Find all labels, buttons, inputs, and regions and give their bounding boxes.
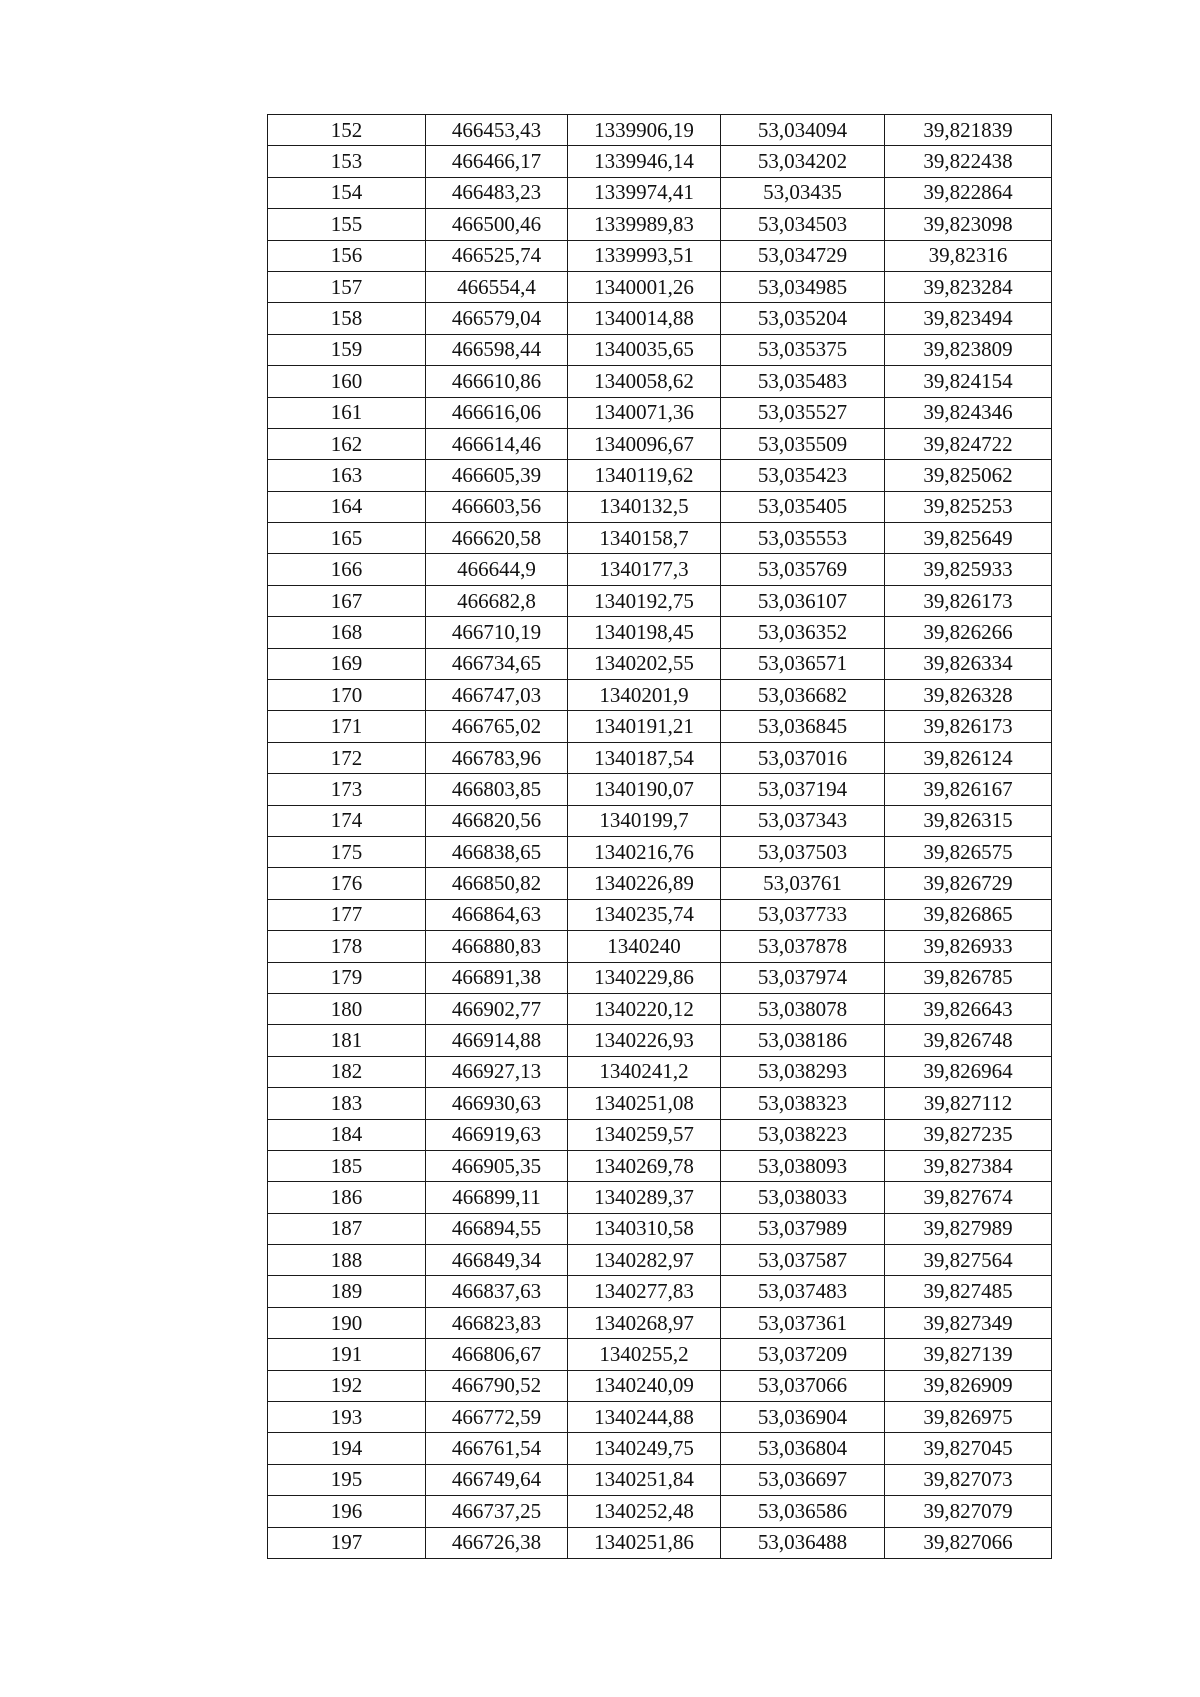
longitude-cell: 39,827073	[885, 1464, 1052, 1495]
point-number-cell: 175	[268, 836, 426, 867]
y-coordinate-cell: 1340191,21	[568, 711, 721, 742]
y-coordinate-cell: 1340229,86	[568, 962, 721, 993]
latitude-cell: 53,038093	[721, 1150, 885, 1181]
longitude-cell: 39,82316	[885, 240, 1052, 271]
longitude-cell: 39,827112	[885, 1088, 1052, 1119]
latitude-cell: 53,035483	[721, 366, 885, 397]
latitude-cell: 53,037016	[721, 742, 885, 773]
latitude-cell: 53,03435	[721, 177, 885, 208]
longitude-cell: 39,823284	[885, 271, 1052, 302]
latitude-cell: 53,038293	[721, 1056, 885, 1087]
x-coordinate-cell: 466603,56	[426, 491, 568, 522]
coordinates-table	[267, 114, 1052, 1559]
table-row	[268, 1433, 1052, 1464]
y-coordinate-cell: 1340289,37	[568, 1182, 721, 1213]
table-row	[268, 115, 1052, 146]
point-number-cell: 162	[268, 428, 426, 459]
latitude-cell: 53,038223	[721, 1119, 885, 1150]
x-coordinate-cell: 466930,63	[426, 1088, 568, 1119]
longitude-cell: 39,827989	[885, 1213, 1052, 1244]
table-row	[268, 303, 1052, 334]
point-number-cell: 171	[268, 711, 426, 742]
latitude-cell: 53,037733	[721, 899, 885, 930]
point-number-cell: 167	[268, 585, 426, 616]
x-coordinate-cell: 466880,83	[426, 931, 568, 962]
longitude-cell: 39,826975	[885, 1402, 1052, 1433]
x-coordinate-cell: 466610,86	[426, 366, 568, 397]
latitude-cell: 53,036586	[721, 1496, 885, 1527]
point-number-cell: 155	[268, 209, 426, 240]
longitude-cell: 39,827349	[885, 1307, 1052, 1338]
y-coordinate-cell: 1339946,14	[568, 146, 721, 177]
y-coordinate-cell: 1340201,9	[568, 680, 721, 711]
latitude-cell: 53,038186	[721, 1025, 885, 1056]
point-number-cell: 196	[268, 1496, 426, 1527]
latitude-cell: 53,037587	[721, 1245, 885, 1276]
table-row	[268, 868, 1052, 899]
x-coordinate-cell: 466737,25	[426, 1496, 568, 1527]
table-row	[268, 931, 1052, 962]
longitude-cell: 39,823098	[885, 209, 1052, 240]
y-coordinate-cell: 1340071,36	[568, 397, 721, 428]
point-number-cell: 154	[268, 177, 426, 208]
latitude-cell: 53,035769	[721, 554, 885, 585]
longitude-cell: 39,826334	[885, 648, 1052, 679]
y-coordinate-cell: 1340001,26	[568, 271, 721, 302]
x-coordinate-cell: 466905,35	[426, 1150, 568, 1181]
y-coordinate-cell: 1340158,7	[568, 523, 721, 554]
y-coordinate-cell: 1340220,12	[568, 993, 721, 1024]
x-coordinate-cell: 466849,34	[426, 1245, 568, 1276]
y-coordinate-cell: 1340240,09	[568, 1370, 721, 1401]
point-number-cell: 197	[268, 1527, 426, 1558]
y-coordinate-cell: 1340310,58	[568, 1213, 721, 1244]
table-row	[268, 993, 1052, 1024]
point-number-cell: 185	[268, 1150, 426, 1181]
longitude-cell: 39,824722	[885, 428, 1052, 459]
longitude-cell: 39,826933	[885, 931, 1052, 962]
y-coordinate-cell: 1340058,62	[568, 366, 721, 397]
x-coordinate-cell: 466864,63	[426, 899, 568, 930]
longitude-cell: 39,827079	[885, 1496, 1052, 1527]
point-number-cell: 182	[268, 1056, 426, 1087]
longitude-cell: 39,826748	[885, 1025, 1052, 1056]
x-coordinate-cell: 466894,55	[426, 1213, 568, 1244]
longitude-cell: 39,826865	[885, 899, 1052, 930]
point-number-cell: 168	[268, 617, 426, 648]
table-row	[268, 428, 1052, 459]
point-number-cell: 165	[268, 523, 426, 554]
table-row	[268, 1088, 1052, 1119]
point-number-cell: 159	[268, 334, 426, 365]
table-row	[268, 617, 1052, 648]
x-coordinate-cell: 466838,65	[426, 836, 568, 867]
point-number-cell: 152	[268, 115, 426, 146]
latitude-cell: 53,037878	[721, 931, 885, 962]
table-row	[268, 836, 1052, 867]
point-number-cell: 183	[268, 1088, 426, 1119]
table-row	[268, 1402, 1052, 1433]
point-number-cell: 184	[268, 1119, 426, 1150]
latitude-cell: 53,037066	[721, 1370, 885, 1401]
y-coordinate-cell: 1340187,54	[568, 742, 721, 773]
latitude-cell: 53,034094	[721, 115, 885, 146]
x-coordinate-cell: 466734,65	[426, 648, 568, 679]
point-number-cell: 164	[268, 491, 426, 522]
y-coordinate-cell: 1340249,75	[568, 1433, 721, 1464]
point-number-cell: 191	[268, 1339, 426, 1370]
y-coordinate-cell: 1340190,07	[568, 774, 721, 805]
x-coordinate-cell: 466790,52	[426, 1370, 568, 1401]
longitude-cell: 39,827066	[885, 1527, 1052, 1558]
x-coordinate-cell: 466616,06	[426, 397, 568, 428]
point-number-cell: 158	[268, 303, 426, 334]
x-coordinate-cell: 466605,39	[426, 460, 568, 491]
x-coordinate-cell: 466525,74	[426, 240, 568, 271]
latitude-cell: 53,036352	[721, 617, 885, 648]
table-row	[268, 1056, 1052, 1087]
latitude-cell: 53,037209	[721, 1339, 885, 1370]
x-coordinate-cell: 466644,9	[426, 554, 568, 585]
latitude-cell: 53,037483	[721, 1276, 885, 1307]
y-coordinate-cell: 1340119,62	[568, 460, 721, 491]
point-number-cell: 193	[268, 1402, 426, 1433]
table-row	[268, 899, 1052, 930]
longitude-cell: 39,827485	[885, 1276, 1052, 1307]
y-coordinate-cell: 1340132,5	[568, 491, 721, 522]
point-number-cell: 181	[268, 1025, 426, 1056]
latitude-cell: 53,035553	[721, 523, 885, 554]
table-row	[268, 491, 1052, 522]
point-number-cell: 173	[268, 774, 426, 805]
x-coordinate-cell: 466806,67	[426, 1339, 568, 1370]
x-coordinate-cell: 466823,83	[426, 1307, 568, 1338]
latitude-cell: 53,036904	[721, 1402, 885, 1433]
x-coordinate-cell: 466902,77	[426, 993, 568, 1024]
x-coordinate-cell: 466620,58	[426, 523, 568, 554]
longitude-cell: 39,827674	[885, 1182, 1052, 1213]
y-coordinate-cell: 1340216,76	[568, 836, 721, 867]
latitude-cell: 53,034985	[721, 271, 885, 302]
point-number-cell: 166	[268, 554, 426, 585]
longitude-cell: 39,826173	[885, 711, 1052, 742]
point-number-cell: 194	[268, 1433, 426, 1464]
y-coordinate-cell: 1340198,45	[568, 617, 721, 648]
latitude-cell: 53,038323	[721, 1088, 885, 1119]
longitude-cell: 39,826575	[885, 836, 1052, 867]
point-number-cell: 170	[268, 680, 426, 711]
point-number-cell: 192	[268, 1370, 426, 1401]
longitude-cell: 39,821839	[885, 115, 1052, 146]
latitude-cell: 53,037361	[721, 1307, 885, 1338]
table-row	[268, 1150, 1052, 1181]
y-coordinate-cell: 1339989,83	[568, 209, 721, 240]
table-row	[268, 554, 1052, 585]
y-coordinate-cell: 1340199,7	[568, 805, 721, 836]
x-coordinate-cell: 466919,63	[426, 1119, 568, 1150]
longitude-cell: 39,827139	[885, 1339, 1052, 1370]
table-row	[268, 177, 1052, 208]
latitude-cell: 53,036845	[721, 711, 885, 742]
longitude-cell: 39,823494	[885, 303, 1052, 334]
y-coordinate-cell: 1339993,51	[568, 240, 721, 271]
latitude-cell: 53,03761	[721, 868, 885, 899]
table-row	[268, 271, 1052, 302]
y-coordinate-cell: 1340235,74	[568, 899, 721, 930]
x-coordinate-cell: 466749,64	[426, 1464, 568, 1495]
latitude-cell: 53,036804	[721, 1433, 885, 1464]
longitude-cell: 39,826266	[885, 617, 1052, 648]
longitude-cell: 39,826729	[885, 868, 1052, 899]
table-row	[268, 1276, 1052, 1307]
longitude-cell: 39,822864	[885, 177, 1052, 208]
latitude-cell: 53,036107	[721, 585, 885, 616]
y-coordinate-cell: 1340255,2	[568, 1339, 721, 1370]
x-coordinate-cell: 466579,04	[426, 303, 568, 334]
table-row	[268, 1307, 1052, 1338]
point-number-cell: 179	[268, 962, 426, 993]
point-number-cell: 160	[268, 366, 426, 397]
latitude-cell: 53,036571	[721, 648, 885, 679]
y-coordinate-cell: 1340035,65	[568, 334, 721, 365]
latitude-cell: 53,034729	[721, 240, 885, 271]
y-coordinate-cell: 1340240	[568, 931, 721, 962]
table-row	[268, 366, 1052, 397]
latitude-cell: 53,036697	[721, 1464, 885, 1495]
table-row	[268, 460, 1052, 491]
coordinates-table-body	[268, 115, 1052, 1559]
table-row	[268, 1025, 1052, 1056]
latitude-cell: 53,035527	[721, 397, 885, 428]
point-number-cell: 157	[268, 271, 426, 302]
y-coordinate-cell: 1340251,84	[568, 1464, 721, 1495]
longitude-cell: 39,826315	[885, 805, 1052, 836]
table-row	[268, 742, 1052, 773]
table-row	[268, 962, 1052, 993]
longitude-cell: 39,827384	[885, 1150, 1052, 1181]
latitude-cell: 53,034503	[721, 209, 885, 240]
latitude-cell: 53,035405	[721, 491, 885, 522]
table-row	[268, 1339, 1052, 1370]
point-number-cell: 178	[268, 931, 426, 962]
point-number-cell: 153	[268, 146, 426, 177]
x-coordinate-cell: 466899,11	[426, 1182, 568, 1213]
x-coordinate-cell: 466837,63	[426, 1276, 568, 1307]
longitude-cell: 39,826328	[885, 680, 1052, 711]
x-coordinate-cell: 466483,23	[426, 177, 568, 208]
x-coordinate-cell: 466500,46	[426, 209, 568, 240]
table-row	[268, 146, 1052, 177]
point-number-cell: 195	[268, 1464, 426, 1495]
x-coordinate-cell: 466710,19	[426, 617, 568, 648]
latitude-cell: 53,035375	[721, 334, 885, 365]
longitude-cell: 39,822438	[885, 146, 1052, 177]
point-number-cell: 176	[268, 868, 426, 899]
x-coordinate-cell: 466820,56	[426, 805, 568, 836]
table-row	[268, 1119, 1052, 1150]
table-row	[268, 774, 1052, 805]
x-coordinate-cell: 466783,96	[426, 742, 568, 773]
point-number-cell: 186	[268, 1182, 426, 1213]
table-row	[268, 1213, 1052, 1244]
table-row	[268, 1464, 1052, 1495]
table-row	[268, 209, 1052, 240]
table-row	[268, 648, 1052, 679]
x-coordinate-cell: 466554,4	[426, 271, 568, 302]
latitude-cell: 53,035509	[721, 428, 885, 459]
y-coordinate-cell: 1340014,88	[568, 303, 721, 334]
table-row	[268, 1245, 1052, 1276]
point-number-cell: 187	[268, 1213, 426, 1244]
point-number-cell: 169	[268, 648, 426, 679]
point-number-cell: 172	[268, 742, 426, 773]
latitude-cell: 53,038033	[721, 1182, 885, 1213]
longitude-cell: 39,823809	[885, 334, 1052, 365]
longitude-cell: 39,826124	[885, 742, 1052, 773]
x-coordinate-cell: 466761,54	[426, 1433, 568, 1464]
x-coordinate-cell: 466927,13	[426, 1056, 568, 1087]
y-coordinate-cell: 1340226,93	[568, 1025, 721, 1056]
latitude-cell: 53,034202	[721, 146, 885, 177]
x-coordinate-cell: 466466,17	[426, 146, 568, 177]
longitude-cell: 39,825062	[885, 460, 1052, 491]
table-row	[268, 585, 1052, 616]
x-coordinate-cell: 466682,8	[426, 585, 568, 616]
point-number-cell: 180	[268, 993, 426, 1024]
table-row	[268, 1182, 1052, 1213]
y-coordinate-cell: 1340096,67	[568, 428, 721, 459]
point-number-cell: 188	[268, 1245, 426, 1276]
latitude-cell: 53,035423	[721, 460, 885, 491]
y-coordinate-cell: 1340268,97	[568, 1307, 721, 1338]
y-coordinate-cell: 1340252,48	[568, 1496, 721, 1527]
y-coordinate-cell: 1340241,2	[568, 1056, 721, 1087]
y-coordinate-cell: 1340277,83	[568, 1276, 721, 1307]
longitude-cell: 39,826964	[885, 1056, 1052, 1087]
table-row	[268, 1496, 1052, 1527]
longitude-cell: 39,825253	[885, 491, 1052, 522]
table-row	[268, 1527, 1052, 1558]
longitude-cell: 39,825649	[885, 523, 1052, 554]
y-coordinate-cell: 1340282,97	[568, 1245, 721, 1276]
point-number-cell: 156	[268, 240, 426, 271]
table-row	[268, 711, 1052, 742]
latitude-cell: 53,037974	[721, 962, 885, 993]
y-coordinate-cell: 1340244,88	[568, 1402, 721, 1433]
y-coordinate-cell: 1340251,08	[568, 1088, 721, 1119]
table-row	[268, 680, 1052, 711]
point-number-cell: 163	[268, 460, 426, 491]
latitude-cell: 53,037503	[721, 836, 885, 867]
x-coordinate-cell: 466453,43	[426, 115, 568, 146]
latitude-cell: 53,038078	[721, 993, 885, 1024]
longitude-cell: 39,826785	[885, 962, 1052, 993]
latitude-cell: 53,035204	[721, 303, 885, 334]
latitude-cell: 53,037989	[721, 1213, 885, 1244]
table-row	[268, 240, 1052, 271]
y-coordinate-cell: 1340251,86	[568, 1527, 721, 1558]
y-coordinate-cell: 1340259,57	[568, 1119, 721, 1150]
y-coordinate-cell: 1340226,89	[568, 868, 721, 899]
latitude-cell: 53,036488	[721, 1527, 885, 1558]
point-number-cell: 161	[268, 397, 426, 428]
latitude-cell: 53,036682	[721, 680, 885, 711]
y-coordinate-cell: 1340269,78	[568, 1150, 721, 1181]
table-row	[268, 1370, 1052, 1401]
y-coordinate-cell: 1339974,41	[568, 177, 721, 208]
x-coordinate-cell: 466772,59	[426, 1402, 568, 1433]
point-number-cell: 174	[268, 805, 426, 836]
longitude-cell: 39,827045	[885, 1433, 1052, 1464]
latitude-cell: 53,037194	[721, 774, 885, 805]
longitude-cell: 39,824346	[885, 397, 1052, 428]
y-coordinate-cell: 1339906,19	[568, 115, 721, 146]
y-coordinate-cell: 1340177,3	[568, 554, 721, 585]
latitude-cell: 53,037343	[721, 805, 885, 836]
longitude-cell: 39,825933	[885, 554, 1052, 585]
longitude-cell: 39,826167	[885, 774, 1052, 805]
longitude-cell: 39,827564	[885, 1245, 1052, 1276]
longitude-cell: 39,826643	[885, 993, 1052, 1024]
longitude-cell: 39,826909	[885, 1370, 1052, 1401]
longitude-cell: 39,827235	[885, 1119, 1052, 1150]
y-coordinate-cell: 1340192,75	[568, 585, 721, 616]
point-number-cell: 189	[268, 1276, 426, 1307]
table-row	[268, 805, 1052, 836]
x-coordinate-cell: 466803,85	[426, 774, 568, 805]
x-coordinate-cell: 466598,44	[426, 334, 568, 365]
point-number-cell: 177	[268, 899, 426, 930]
x-coordinate-cell: 466614,46	[426, 428, 568, 459]
x-coordinate-cell: 466914,88	[426, 1025, 568, 1056]
y-coordinate-cell: 1340202,55	[568, 648, 721, 679]
x-coordinate-cell: 466850,82	[426, 868, 568, 899]
x-coordinate-cell: 466726,38	[426, 1527, 568, 1558]
table-row	[268, 334, 1052, 365]
x-coordinate-cell: 466765,02	[426, 711, 568, 742]
x-coordinate-cell: 466891,38	[426, 962, 568, 993]
longitude-cell: 39,826173	[885, 585, 1052, 616]
point-number-cell: 190	[268, 1307, 426, 1338]
table-row	[268, 397, 1052, 428]
longitude-cell: 39,824154	[885, 366, 1052, 397]
table-row	[268, 523, 1052, 554]
x-coordinate-cell: 466747,03	[426, 680, 568, 711]
